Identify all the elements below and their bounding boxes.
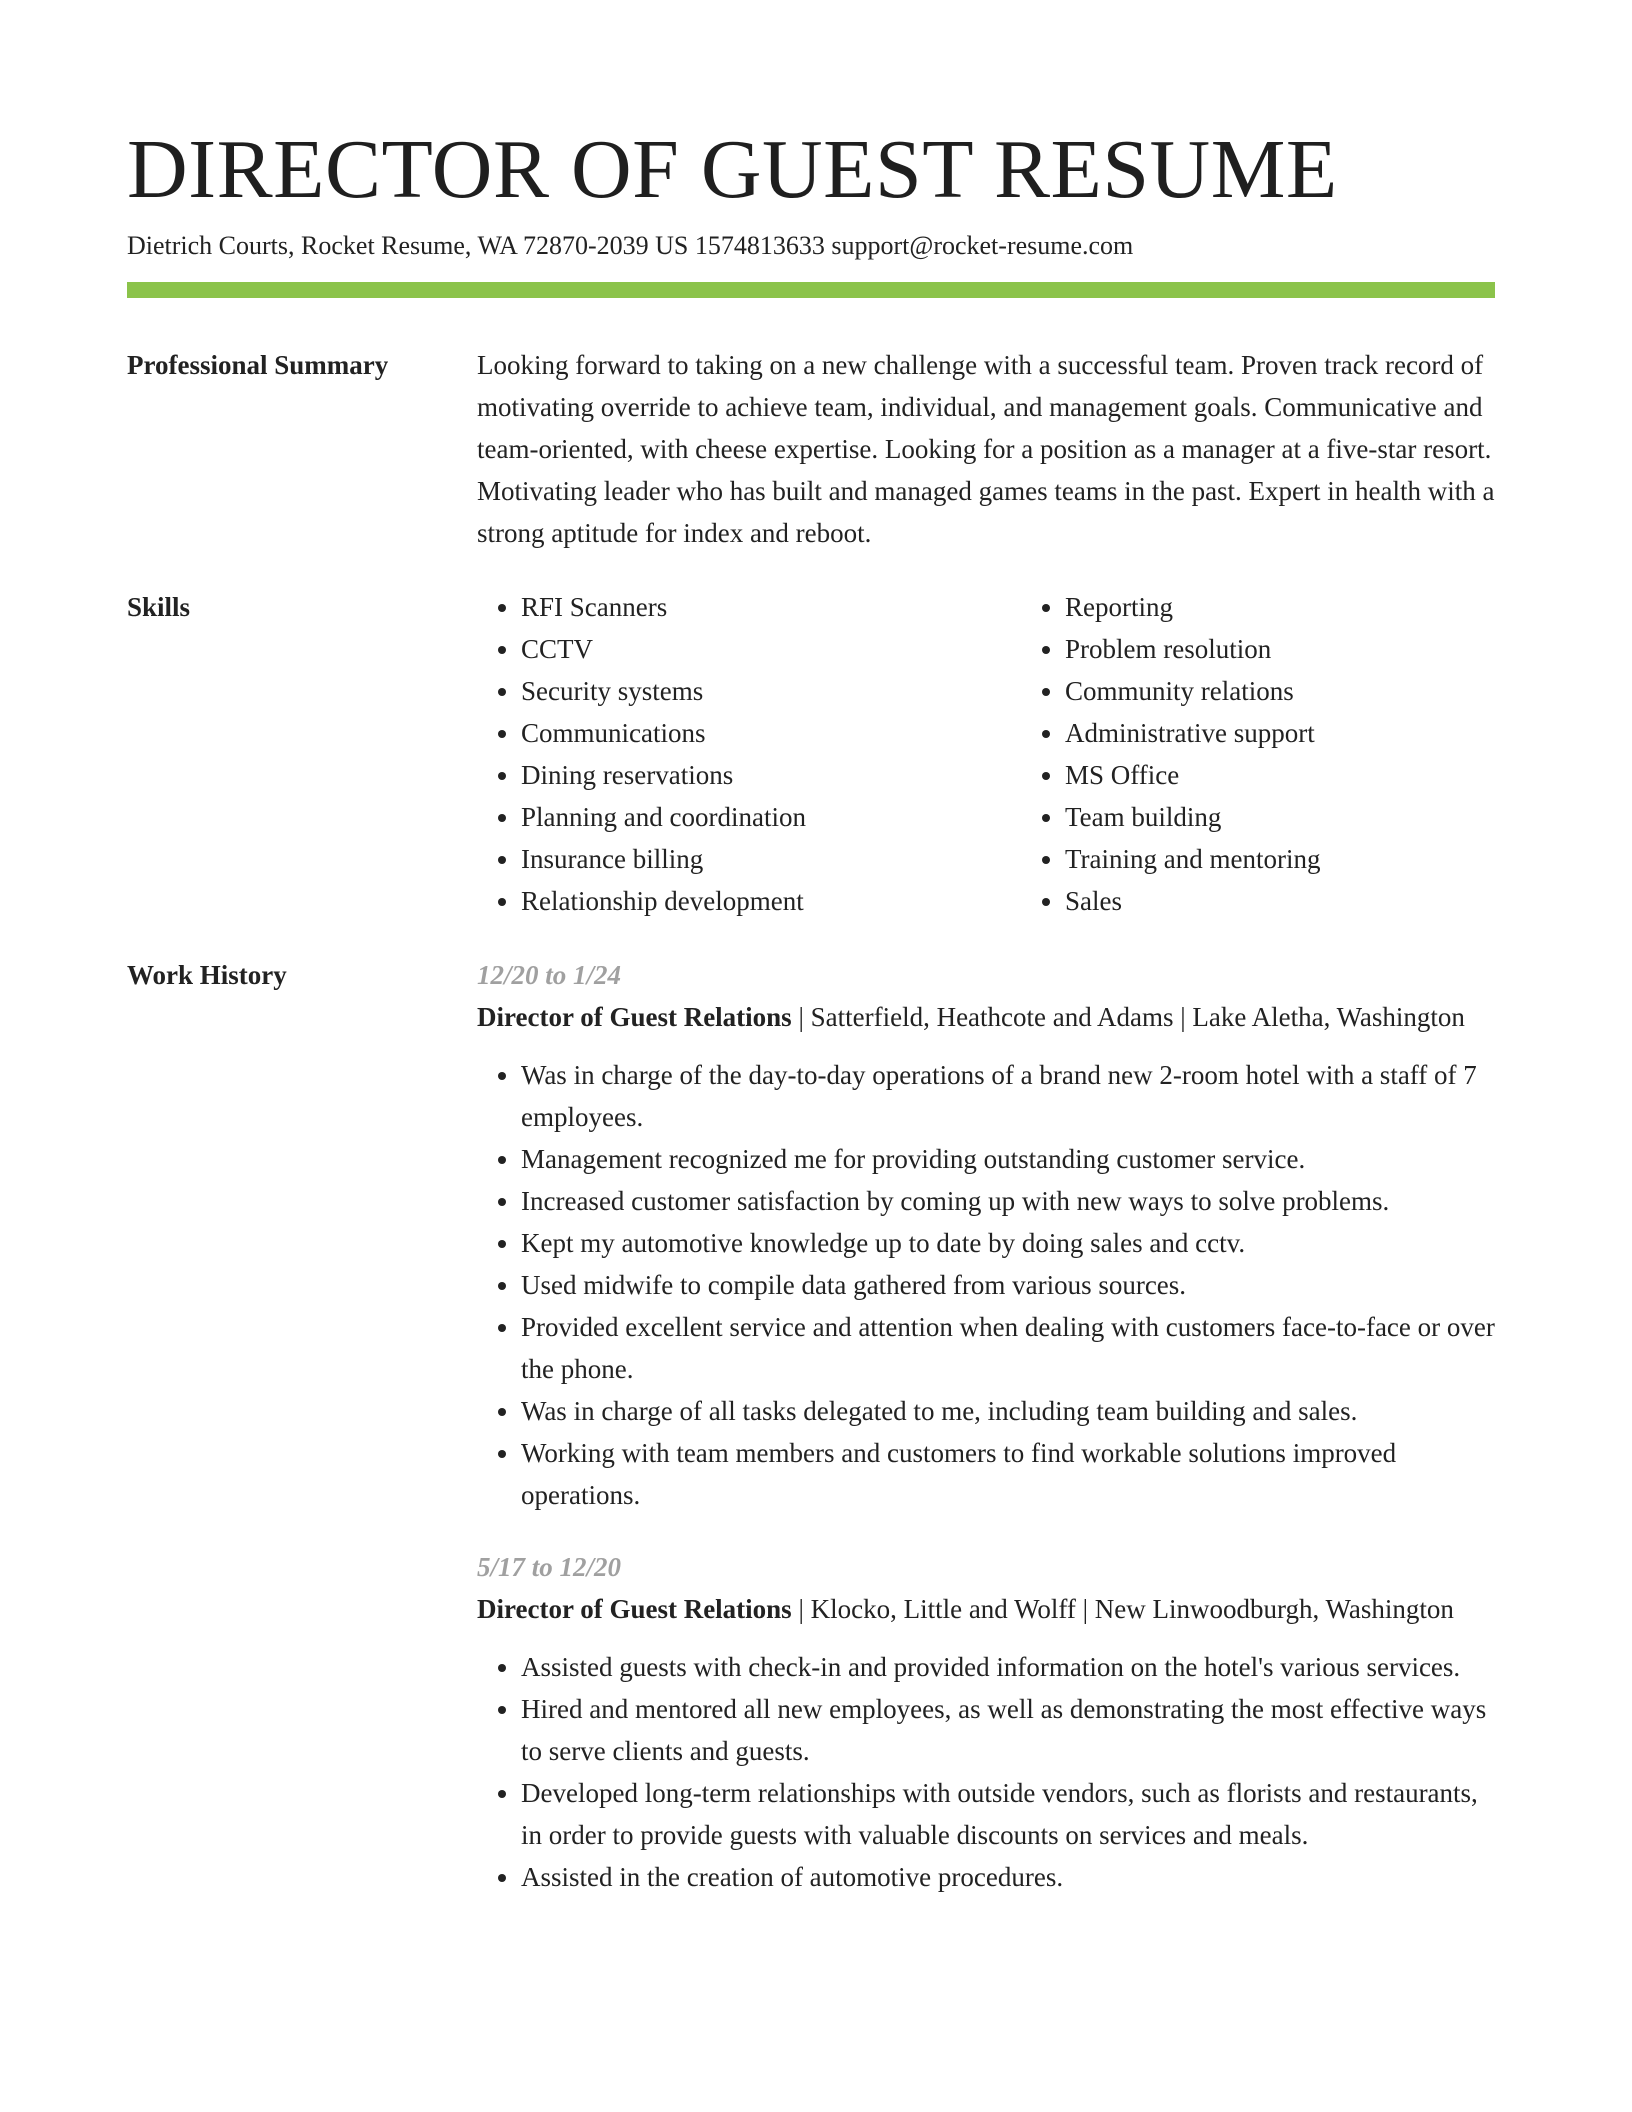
job-entry: [477, 954, 1495, 1516]
contact-email: support@rocket-resume.com: [831, 231, 1134, 260]
skill-item: • Security systems: [521, 670, 1021, 712]
resume-title: DIRECTOR OF GUEST RESUME: [127, 123, 1338, 216]
job-bullet: • Used midwife to compile data gathered from various sources.: [521, 1264, 1495, 1306]
job-heading: [477, 1588, 1495, 1630]
skill-item: • Team building: [1065, 796, 1565, 838]
contact-line: [127, 228, 1495, 264]
job-entry: [477, 1546, 1495, 1898]
job-dates: 12/20 to 1/24: [477, 960, 622, 990]
section-label-summary: Professional Summary: [127, 350, 389, 380]
job-bullet: • Was in charge of all tasks delegated to me, including team building and sales.: [521, 1390, 1495, 1432]
job-bullet: • Was in charge of the day-to-day operations of a brand new 2-room hotel with a staff of 7 employees.: [521, 1054, 1495, 1138]
resume-page: [127, 120, 1495, 1928]
skills-grid: [477, 586, 1565, 922]
section-label-skills: Skills: [127, 592, 191, 622]
summary-text: Looking forward to taking on a new challenge with a successful team. Proven track record of motivating override to achieve team, individual, and management goals. Communicative and team-oriented, with cheese expertise. Looking for a position as a manager at a five-star resort. Motivating leader who has built and managed games teams in the past. Expert in health with a strong aptitude for index and reboot.: [477, 350, 1495, 548]
contact-phone: 1574813633: [694, 231, 825, 260]
job-bullet: • Assisted in the creation of automotive procedures.: [521, 1856, 1495, 1898]
job-title: Director of Guest Relations: [477, 1002, 792, 1032]
header-divider: [127, 282, 1495, 298]
job-heading: [477, 996, 1495, 1038]
skill-item: • Training and mentoring: [1065, 838, 1565, 880]
job-company-location: | Satterfield, Heathcote and Adams | Lake Aletha, Washington: [791, 1002, 1465, 1032]
job-title: Director of Guest Relations: [477, 1594, 792, 1624]
skill-item: • Insurance billing: [521, 838, 1021, 880]
work-history-section: [127, 954, 1495, 1928]
skill-item: • Communications: [521, 712, 1021, 754]
job-bullet: • Provided excellent service and attention when dealing with customers face-to-face or over the phone.: [521, 1306, 1495, 1390]
skill-item: • Dining reservations: [521, 754, 1021, 796]
job-bullet-list: [477, 1646, 1495, 1898]
contact-address: Dietrich Courts, Rocket Resume, WA 72870-2039 US: [127, 231, 689, 260]
skill-item: • MS Office: [1065, 754, 1565, 796]
skill-item: • RFI Scanners: [521, 586, 1021, 628]
job-dates: 5/17 to 12/20: [477, 1552, 622, 1582]
skill-item: • Problem resolution: [1065, 628, 1565, 670]
skill-item: • Planning and coordination: [521, 796, 1021, 838]
skills-column-right: [1021, 586, 1565, 922]
skill-item: • CCTV: [521, 628, 1021, 670]
job-bullet: • Developed long-term relationships with outside vendors, such as florists and restaurants, in order to provide guests with valuable discounts on services and meals.: [521, 1772, 1495, 1856]
job-bullet-list: [477, 1054, 1495, 1516]
job-bullet: • Kept my automotive knowledge up to date by doing sales and cctv.: [521, 1222, 1495, 1264]
skill-item: • Sales: [1065, 880, 1565, 922]
job-bullet: • Hired and mentored all new employees, as well as demonstrating the most effective ways to serve clients and guests.: [521, 1688, 1495, 1772]
skill-item: • Administrative support: [1065, 712, 1565, 754]
job-bullet: • Increased customer satisfaction by coming up with new ways to solve problems.: [521, 1180, 1495, 1222]
skills-column-left: [477, 586, 1021, 922]
skill-item: • Community relations: [1065, 670, 1565, 712]
skills-section: [127, 586, 1495, 922]
job-bullet: • Management recognized me for providing outstanding customer service.: [521, 1138, 1495, 1180]
section-label-work-history: Work History: [127, 960, 287, 990]
skill-item: • Relationship development: [521, 880, 1021, 922]
skill-item: • Reporting: [1065, 586, 1565, 628]
job-company-location: | Klocko, Little and Wolff | New Linwoodburgh, Washington: [791, 1594, 1454, 1624]
summary-body: [477, 344, 1495, 554]
job-bullet: • Assisted guests with check-in and provided information on the hotel's various services.: [521, 1646, 1495, 1688]
work-history-body: [477, 954, 1495, 1928]
professional-summary-section: [127, 344, 1495, 554]
job-bullet: • Working with team members and customers to find workable solutions improved operations.: [521, 1432, 1495, 1516]
